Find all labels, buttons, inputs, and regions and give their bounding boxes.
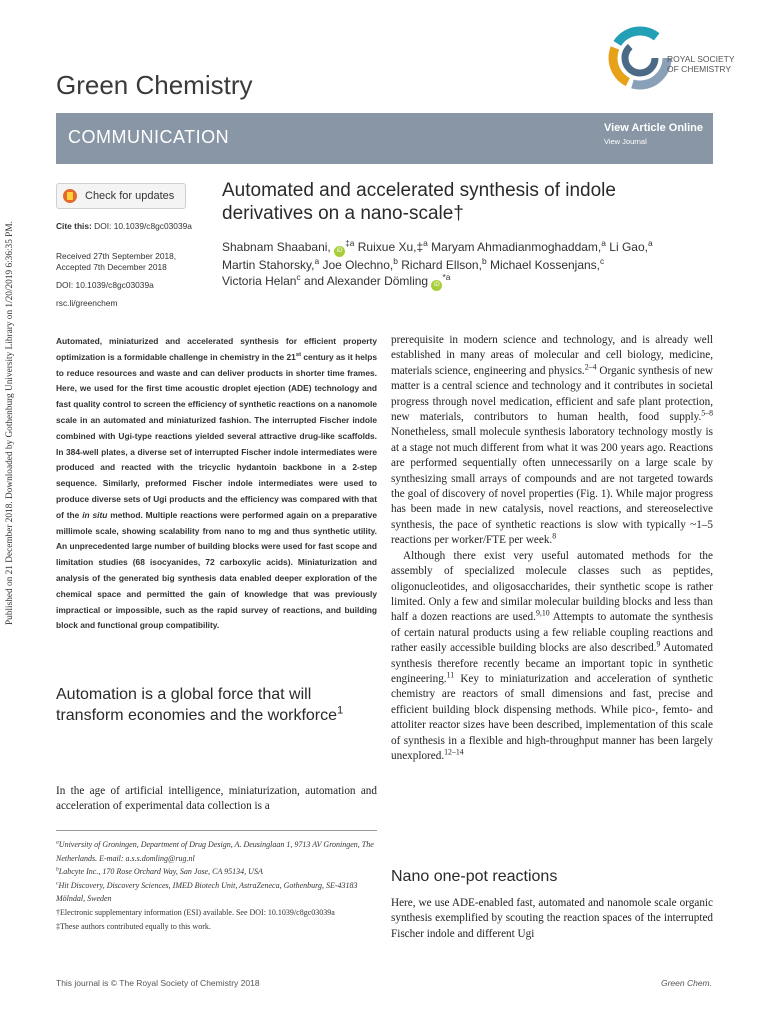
article-type-banner — [56, 113, 713, 164]
check-for-updates-button[interactable] — [56, 183, 186, 209]
journal-footer: Green Chem. — [660, 978, 712, 988]
article-title: Automated and accelerated synthesis of indole derivatives on a nano-scale† — [222, 180, 616, 224]
section-heading: Automation is a global force that will transform economies and the workforce$^1$ — [56, 686, 344, 724]
logo-line-1: ROYAL SOCIETY — [667, 54, 735, 64]
section-heading: Nano one-pot reactions — [391, 868, 558, 885]
footnote-divider — [56, 830, 377, 831]
rsc-logo[interactable] — [605, 18, 750, 98]
cite-this: Cite this: DOI: 10.1039/c8gc03039a — [56, 221, 192, 231]
view-article-online-link[interactable]: View Article Online — [603, 122, 703, 134]
author-list: Shabnam Shaabani, $iD^{\ddagger a}$ Ruixue Xu,‡$^a$ Maryam Ahmadianmoghaddam,$^a$ Li Gao,$^a$ Martin Stahorsky,$^a$ Joe Olechno,$^b$ Richard Ellson,$^b$ Michael Kossenjans,$^c$ Victoria Helan$^c$ and Alexander Dömling $iD^{*a}$ — [222, 239, 702, 291]
copyright-footer: This journal is © The Royal Society of Chemistry 2018 — [56, 978, 260, 988]
logo-line-2: OF CHEMISTRY — [667, 64, 732, 74]
paragraph: prerequisite in modern science and technology, and is already well established in many areas of molecular and cell biology, medicine, materials science, engineering and physics.$^{2-4}$ Organic synthesis of new matter is a central science and technology and it contributes in societal progress through novel medication, efficient and safe plant protection, new materials, contributors to human health, food supply.$^{5-8}$ Nonetheless, small molecule synthesis laboratory technology mostly is at a stage not much different from what it was 200 years ago. Reactions are performed sequentially often unnecessarily on a large scale by synthesizing small arrays of compounds and are not targeted towards the goal of discovery of novel properties (Fig. 1). While major progress has been made in new catalysis, novel reactions, and stereoselective synthesis, the pace of synthetic reactions is slow with typically ~1–5 reactions per worker/FTE per week.$^8$ — [391, 334, 713, 547]
orcid-icon[interactable]: iD — [431, 280, 442, 291]
download-note: Published on 21 December 2018. Downloaded by Gothenburg University Library on 1/20/2019 6:36:35 PM. — [5, 221, 15, 625]
intro-paragraph: In the age of artificial intelligence, miniaturization, automation and acceleration of experimental data collection is a — [56, 785, 377, 813]
orcid-icon[interactable]: iD — [334, 246, 345, 257]
rsc-logo-icon — [605, 18, 675, 98]
view-journal-link[interactable]: View Journal — [603, 137, 647, 146]
doi[interactable]: DOI: 10.1039/c8gc03039a — [56, 280, 154, 290]
article-type: COMMUNICATION — [68, 127, 230, 147]
body-column-right — [391, 333, 713, 764]
body-paragraph: Here, we use ADE-enabled fast, automated and nanomole scale organic synthesis exemplified by scouting the reaction spaces of the interrupted Fischer indole and different Ugi — [391, 897, 713, 940]
received-date: Received 27th September 2018, — [56, 251, 177, 261]
journal-website[interactable]: rsc.li/greenchem — [56, 298, 118, 308]
footnotes: $^a$University of Groningen, Department of Drug Design, A. Deusinglaan 1, 9713 AV Groningen, The Netherlands. E-mail: a.s.s.domling@rug.nl $^b$Labcyte Inc., 170 Rose Orchard Way, San Jose, CA 95134, USA $^c$Hit Discovery, Discovery Sciences, IMED Biotech Unit, AstraZeneca, Gothenburg, SE-43183 Mölndal, Sweden †Electronic supplementary information (ESI) available. See DOI: 10.1039/c8gc03039a ‡These authors contributed equally to this work. — [56, 839, 374, 931]
check-updates-label: Check for updates — [85, 190, 175, 202]
paragraph: Although there exist very useful automated methods for the assembly of specialized molecule classes such as peptides, oligonucleotides, and oligosaccharides, their synthetic scope is rather limited. Only a few and similar molecular building blocks and less than half a dozen reactions are used.$^{9,10}$ Attempts to automate the synthesis of certain natural products using a few reliable coupling reactions and rather easily accessible building blocks are also described.$^9$ Automated synthesis therefore recently became an important topic in synthetic engineering.$^{11}$ Key to miniaturization and acceleration of synthetic chemistry are reactors of small dimensions and fast, precise and efficient building block dispensing methods. While pico-, femto- and attoliter reactor sizes have been described, implementation of this scale of synthesis in a flexible and high-throughput manner has been largely unexplored.$^{12-14}$ — [391, 549, 713, 762]
journal-name: Green Chemistry — [56, 70, 253, 100]
abstract: Automated, miniaturized and accelerated synthesis for efficient property optimization is a formidable challenge in chemistry in the 21st century as it helps to reduce resources and waste and can deliver products in shorter time frames. Here, we used for the first time acoustic droplet ejection (ADE) technology and fast quality control to screen the efficiency of synthetic reactions on a nanomole scale in an automated and miniaturized fashion. The interrupted Fischer indole combined with Ugi-type reactions yielded several attractive drug-like scaffolds. In 384-well plates, a diverse set of interrupted Fischer indole intermediates were produced and reacted with the tricyclic hydantoin backbone in a 2-step sequence. Similarly, preformed Fischer indole intermediates were used to produce diverse sets of Ugi products and the efficiency was compared with that of the in situ method. Multiple reactions were performed again on a preparative millimole scale, showing scalability from nano to mg and thus synthetic utility. An unprecedented large number of building blocks were used for fast scope and limitation studies (68 isocyanides, 72 carboxylic acids). Miniaturization and analysis of the generated big synthesis data enabled deeper exploration of the chemical space and permitted the gain of knowledge that was previously impractical or impossible, such as the rapid survey of reactions, and building block and functional group compatibility. — [56, 336, 377, 631]
check-updates-icon — [63, 189, 77, 203]
accepted-date: Accepted 7th December 2018 — [56, 262, 167, 272]
